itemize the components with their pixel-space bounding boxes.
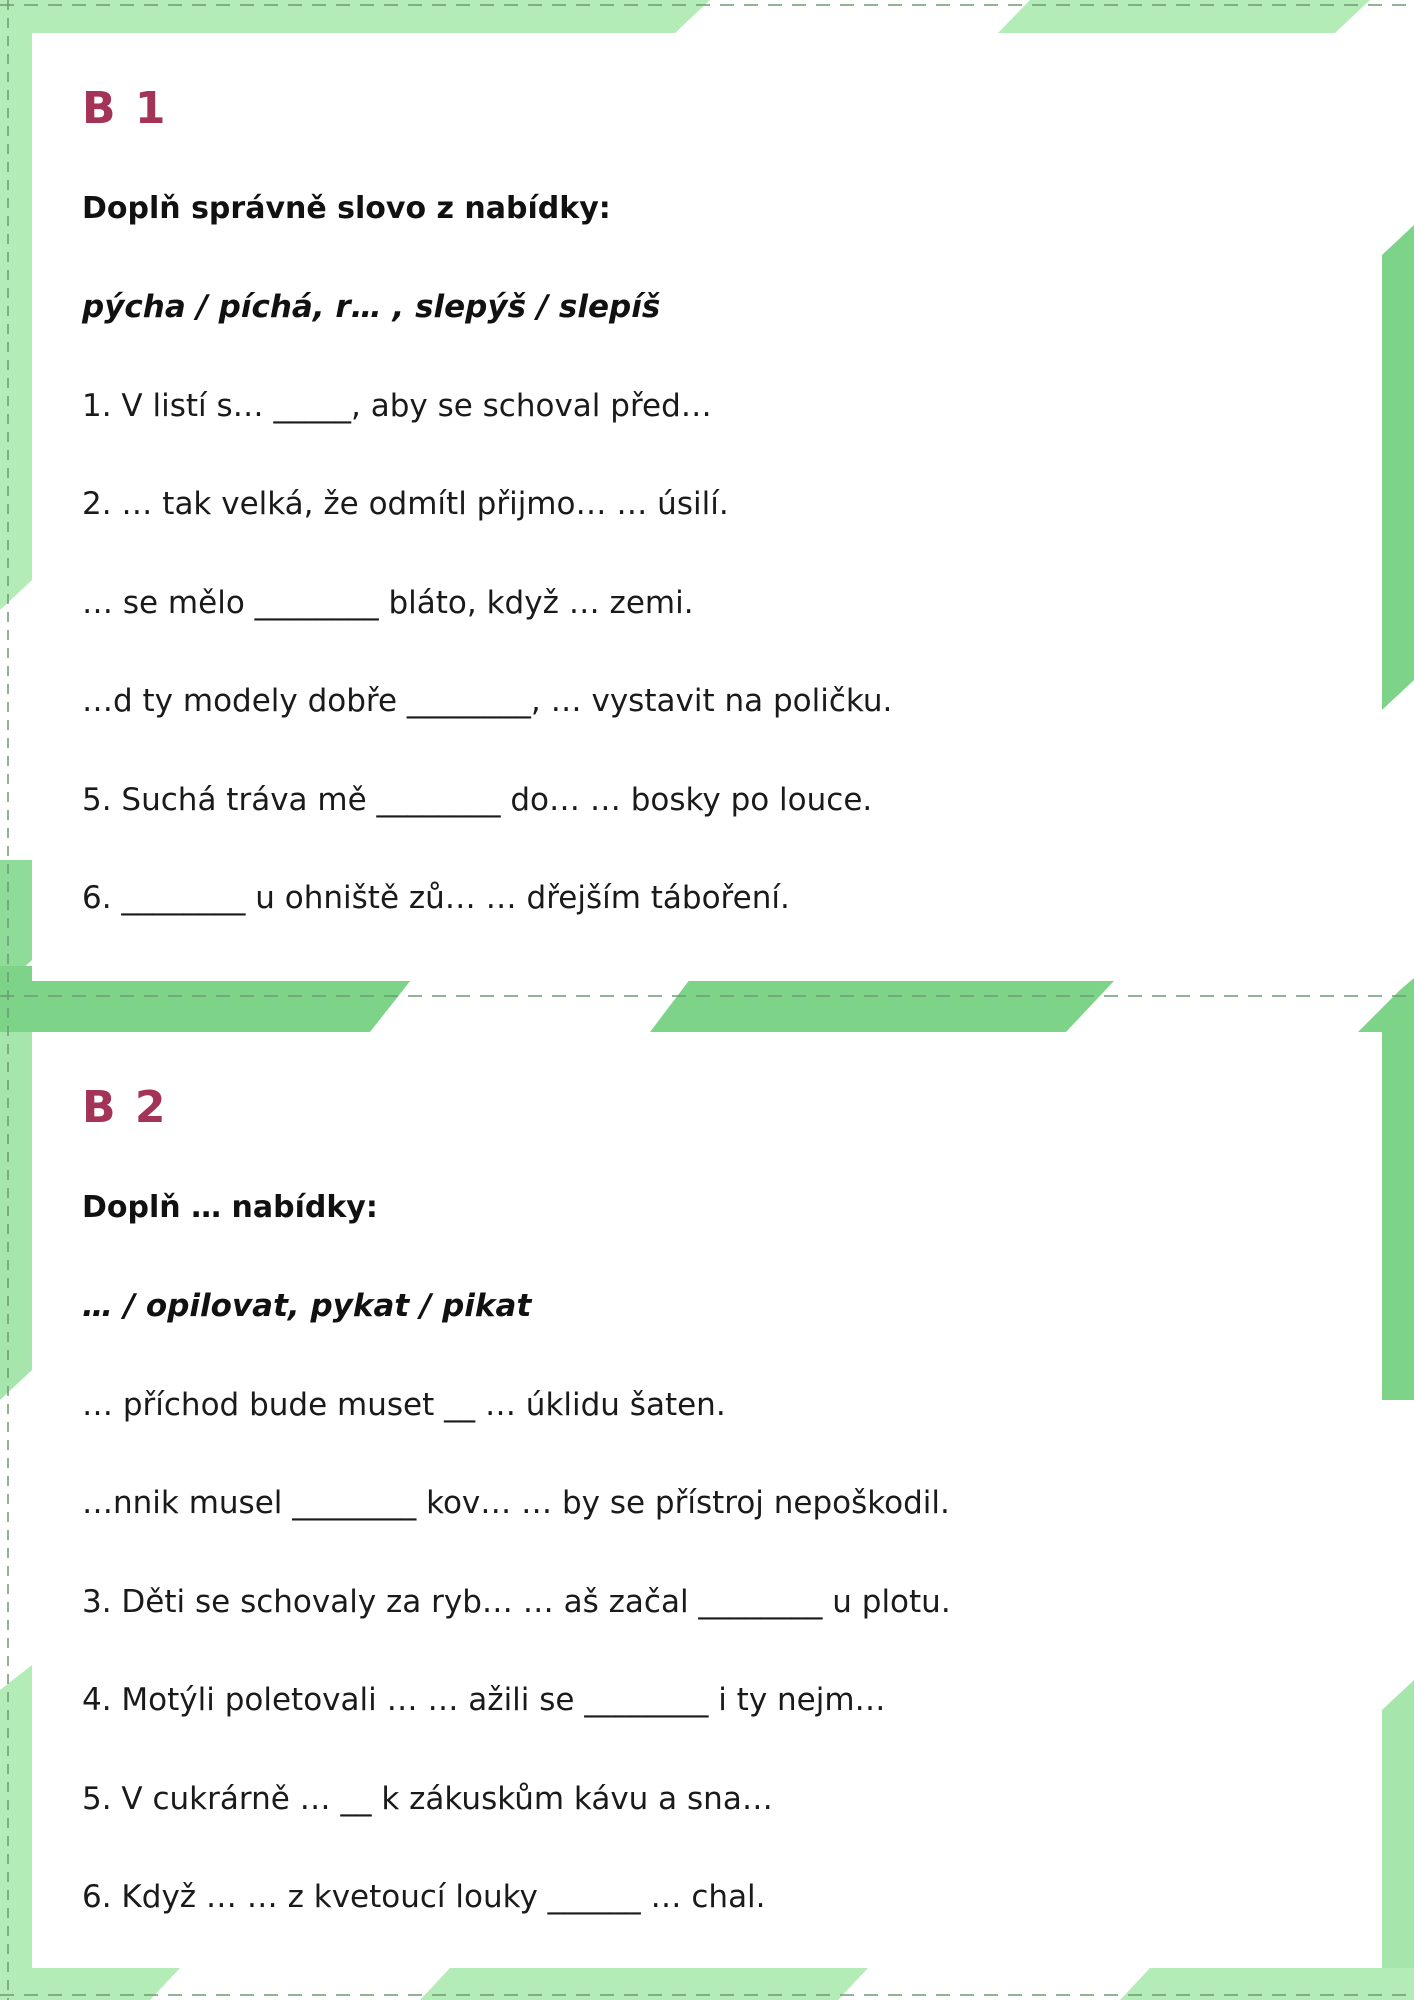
green-stripe (1382, 225, 1414, 710)
sentence-4: 4. Motýli poletovali … … ažili se ________ i ty nejm… (82, 1682, 886, 1718)
sentence-1: … příchod bude muset __ … úklidu šaten. (82, 1387, 726, 1423)
sentence-2: …nnik musel ________ kov… … by se přístroj nepoškodil. (82, 1485, 950, 1521)
word-choices: pýcha / píchá, r… , slepýš / slepíš (82, 289, 661, 325)
exercise-instruction: Doplň … nabídky: (82, 1190, 378, 1225)
green-stripe (0, 1665, 32, 1968)
sentence-3: 3. Děti se schovaly za ryb… … aš začal ________ u plotu. (82, 1584, 951, 1620)
sentence-2: 2. … tak velká, že odmítl přijmo… … úsilí. (82, 486, 729, 522)
green-stripe (1358, 978, 1414, 1032)
sentence-6: 6. Když … … z kvetoucí louky ______ … chal. (82, 1879, 766, 1915)
sentence-6: 6. ________ u ohniště zů… … dřejším táboření. (82, 880, 790, 916)
sentence-3: … se mělo ________ bláto, když … zemi. (82, 585, 694, 621)
green-stripe (1382, 1032, 1414, 1400)
sentence-1: 1. V listí s… _____, aby se schoval před… (82, 388, 712, 424)
sentence-4: …d ty modely dobře ________, … vystavit na poličku. (82, 683, 893, 719)
sentence-5: 5. Suchá tráva mě ________ do… … bosky po louce. (82, 782, 873, 818)
exercise-title: B 2 (82, 1082, 168, 1133)
green-stripe (0, 1032, 32, 1400)
exercise-instruction: Doplň správně slovo z nabídky: (82, 191, 611, 226)
exercise-title: B 1 (82, 83, 168, 134)
sentence-5: 5. V cukrárně … __ k zákuskům kávu a sna… (82, 1781, 773, 1817)
word-choices: … / opilovat, pykat / pikat (82, 1288, 532, 1324)
exercise-card-b1 (32, 33, 1382, 981)
green-stripe (0, 33, 32, 610)
green-stripe (1382, 1680, 1414, 1968)
exercise-card-b2 (32, 1032, 1382, 1968)
